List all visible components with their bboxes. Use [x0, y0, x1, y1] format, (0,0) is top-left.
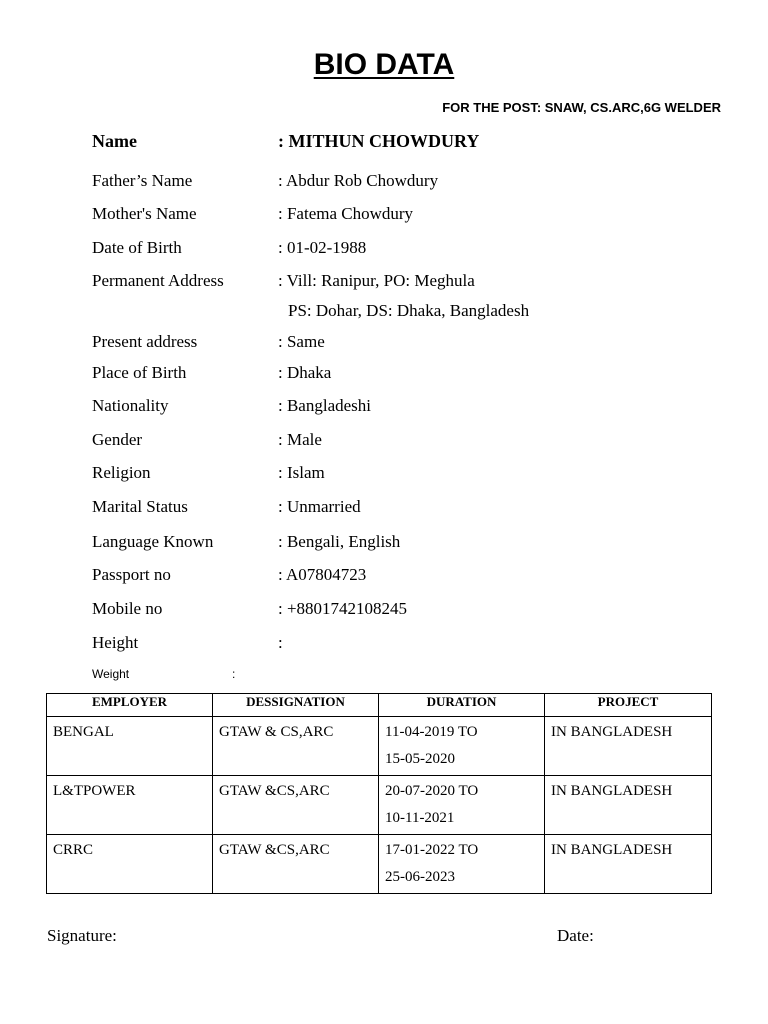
page-title-text: BIO DATA	[313, 48, 455, 81]
table-row	[47, 835, 712, 894]
field-label: Present address	[92, 332, 198, 351]
table-row	[47, 776, 712, 835]
employer-cell: CRRC	[47, 835, 213, 894]
field-value: : Bangladeshi	[278, 396, 372, 415]
column-header: EMPLOYER	[47, 694, 213, 717]
duration-from: 20-07-2020 TO	[385, 783, 479, 799]
employer-cell: L&TPOWER	[47, 776, 213, 835]
designation-cell: GTAW &CS,ARC	[213, 776, 379, 835]
field-label: Mother's Name	[92, 204, 197, 223]
table-header-row	[47, 694, 712, 717]
project-cell: IN BANGLADESH	[545, 776, 712, 835]
field-label: Language Known	[92, 532, 214, 551]
field-label: Father’s Name	[92, 171, 193, 190]
field-value: : 01-02-1988	[278, 238, 367, 257]
page-title	[0, 48, 768, 82]
field-label: Date of Birth	[92, 238, 182, 257]
field-value: : Male	[278, 430, 322, 449]
column-header: PROJECT	[545, 694, 712, 717]
field-value: : Islam	[278, 463, 325, 482]
field-label: Weight	[92, 667, 130, 681]
date-label: Date:	[557, 926, 594, 945]
employer-cell: BENGAL	[47, 717, 213, 776]
field-permanent-address-line2: PS: Dohar, DS: Dhaka, Bangladesh	[288, 301, 530, 320]
field-label: Marital Status	[92, 497, 188, 516]
field-value: : Same	[278, 332, 325, 351]
field-label: Height	[92, 633, 139, 652]
field-label: Mobile no	[92, 599, 163, 618]
table-row	[47, 717, 712, 776]
duration-to: 15-05-2020	[385, 751, 455, 767]
duration-to: 25-06-2023	[385, 869, 455, 885]
column-header: DESSIGNATION	[213, 694, 379, 717]
field-value: : MITHUN CHOWDURY	[278, 131, 480, 151]
column-header: DURATION	[379, 694, 545, 717]
field-value: :	[278, 633, 283, 652]
duration-from: 11-04-2019 TO	[385, 724, 478, 740]
signature-label: Signature:	[47, 926, 117, 945]
field-value: : Fatema Chowdury	[278, 204, 414, 223]
designation-cell: GTAW & CS,ARC	[213, 717, 379, 776]
field-value: :	[232, 667, 236, 681]
field-value: : Abdur Rob Chowdury	[278, 171, 439, 190]
duration-from: 17-01-2022 TO	[385, 842, 479, 858]
duration-cell	[379, 835, 545, 894]
field-value: : Bengali, English	[278, 532, 401, 551]
field-label: Permanent Address	[92, 271, 224, 290]
field-label: Religion	[92, 463, 151, 482]
field-label: Passport no	[92, 565, 171, 584]
field-label: Name	[92, 131, 137, 151]
project-cell: IN BANGLADESH	[545, 835, 712, 894]
duration-cell	[379, 776, 545, 835]
field-label: Nationality	[92, 396, 169, 415]
project-cell: IN BANGLADESH	[545, 717, 712, 776]
duration-cell	[379, 717, 545, 776]
field-label: Place of Birth	[92, 363, 187, 382]
field-value: : Dhaka	[278, 363, 332, 382]
duration-to: 10-11-2021	[385, 810, 455, 826]
field-value: : Unmarried	[278, 497, 361, 516]
field-value: : Vill: Ranipur, PO: Meghula	[278, 271, 475, 290]
field-value: : A07804723	[278, 565, 367, 584]
experience-table	[46, 693, 712, 894]
field-label: Gender	[92, 430, 143, 449]
post-applied: FOR THE POST: SNAW, CS.ARC,6G WELDER	[442, 100, 721, 115]
designation-cell: GTAW &CS,ARC	[213, 835, 379, 894]
field-value: : +8801742108245	[278, 599, 408, 618]
